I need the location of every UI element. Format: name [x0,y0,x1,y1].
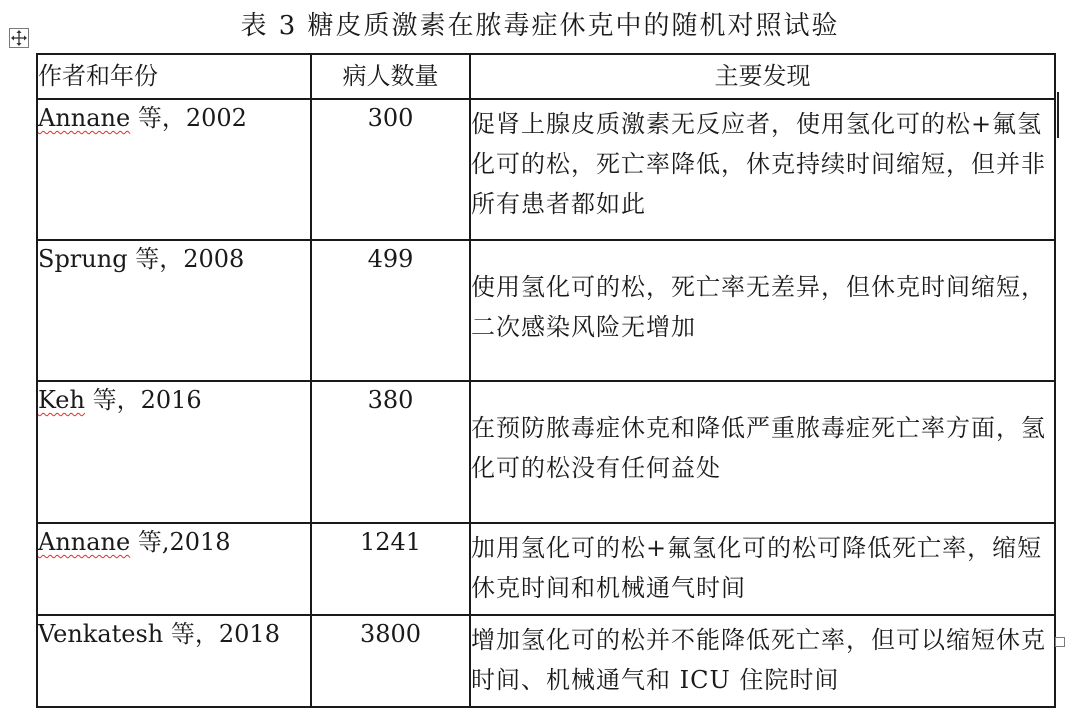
patient-count-cell: 380 [311,381,470,523]
author-year: 等，2002 [130,104,247,132]
author-name: Annane [38,104,131,132]
author-year-cell [37,99,311,240]
table-caption: 表 3 糖皮质激素在脓毒症休克中的随机对照试验 [240,11,840,41]
patient-count-cell: 3800 [311,615,470,707]
finding-cell: 在预防脓毒症休克和降低严重脓毒症死亡率方面，氢化可的松没有任何益处 [470,381,1055,523]
author-name: Keh [38,386,85,414]
table-row [37,615,1055,707]
author-name: Sprung [38,245,128,273]
patient-count-cell: 1241 [311,523,470,615]
finding-cell: 促肾上腺皮质激素无反应者，使用氢化可的松+氟氢化可的松，死亡率降低，休克持续时间缩短，但并非所有患者都如此 [470,99,1055,240]
author-year-cell [37,381,311,523]
table-row [37,381,1055,523]
author-name: Venkatesh [38,620,164,648]
author-year-cell [37,240,311,381]
author-year-cell [37,615,311,707]
header-patient-count: 病人数量 [311,54,470,99]
table-row [37,240,1055,381]
patient-count-cell: 499 [311,240,470,381]
author-year-cell [37,523,311,615]
author-year: 等，2018 [163,620,280,648]
author-year: 等，2008 [127,245,245,273]
header-main-findings: 主要发现 [470,54,1055,99]
table-resize-handle[interactable] [1055,637,1065,647]
text-cursor [1057,92,1059,138]
finding-cell: 使用氢化可的松，死亡率无差异，但休克时间缩短，二次感染风险无增加 [470,240,1055,381]
finding-cell: 增加氢化可的松并不能降低死亡率，但可以缩短休克时间、机械通气和 ICU 住院时间 [470,615,1055,707]
author-year: 等，2016 [84,386,202,414]
author-name: Annane [38,528,131,556]
finding-cell: 加用氢化可的松+氟氢化可的松可降低死亡率，缩短休克时间和机械通气时间 [470,523,1055,615]
table-header-row [37,54,1055,99]
table-row [37,523,1055,615]
patient-count-cell: 300 [311,99,470,240]
trials-table [36,53,1056,708]
author-year: 等,2018 [130,528,231,556]
header-author-year: 作者和年份 [37,54,311,99]
table-row [37,99,1055,240]
